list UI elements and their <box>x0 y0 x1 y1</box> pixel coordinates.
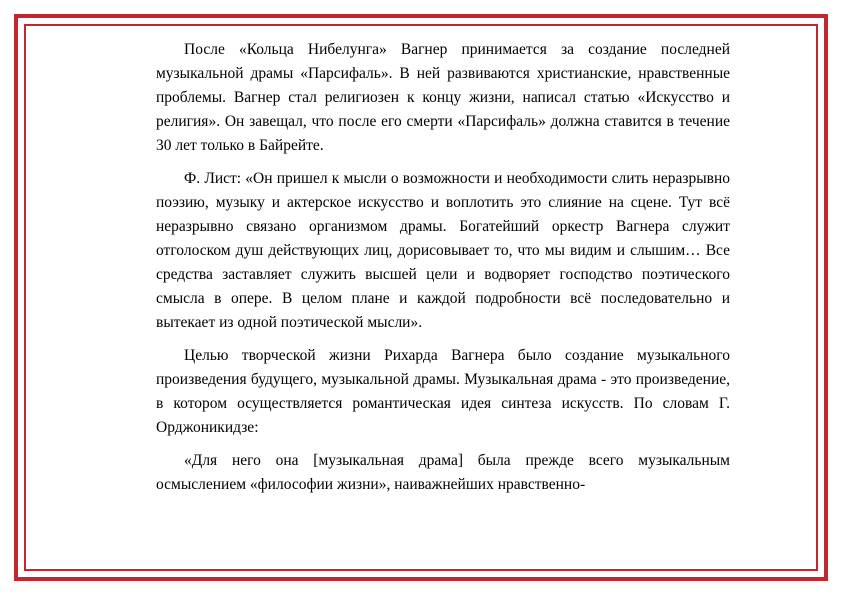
paragraph-music-drama: Целью творческой жизни Рихарда Вагнера было создание музыкального произведения будущего, музыкальной драмы. Музыкальная драма - это произведение, в котором осуществляется романтическая идея синтеза искусств. По словам Г. Орджоникидзе: <box>156 347 730 436</box>
paragraph-liszt-quote: Ф. Лист: «Он пришел к мысли о возможности и необходимости слить неразрывно поэзию, музыку и актерское искусство и воплотить это слияние на сцене. Тут всё неразрывно связано организмом драмы. Богатейший оркестр Вагнера служит отголоском душ действующих лиц, дорисовывает то, что мы видим и слышим… Все средства заставляет служить высшей цели и водворяет господство поэтического смысла в опере. В целом плане и каждой подробности всё последовательно и вытекает из одной поэтической мысли». <box>156 170 730 331</box>
paragraph-ordzhonikidze-quote: «Для него она [музыкальная драма] была прежде всего музыкальным осмыслением «философии жизни», наиважнейших нравственно- <box>156 452 730 493</box>
document-body <box>156 38 730 506</box>
paragraph-parsifal: После «Кольца Нибелунга» Вагнер принимается за создание последней музыкальной драмы «Парсифаль». В ней развиваются христианские, нравственные проблемы. Вагнер стал религиозен к концу жизни, написал статью «Искусство и религия». Он завещал, что после его смерти «Парсифаль» должна ставится в течение 30 лет только в Байрейте. <box>156 41 730 154</box>
